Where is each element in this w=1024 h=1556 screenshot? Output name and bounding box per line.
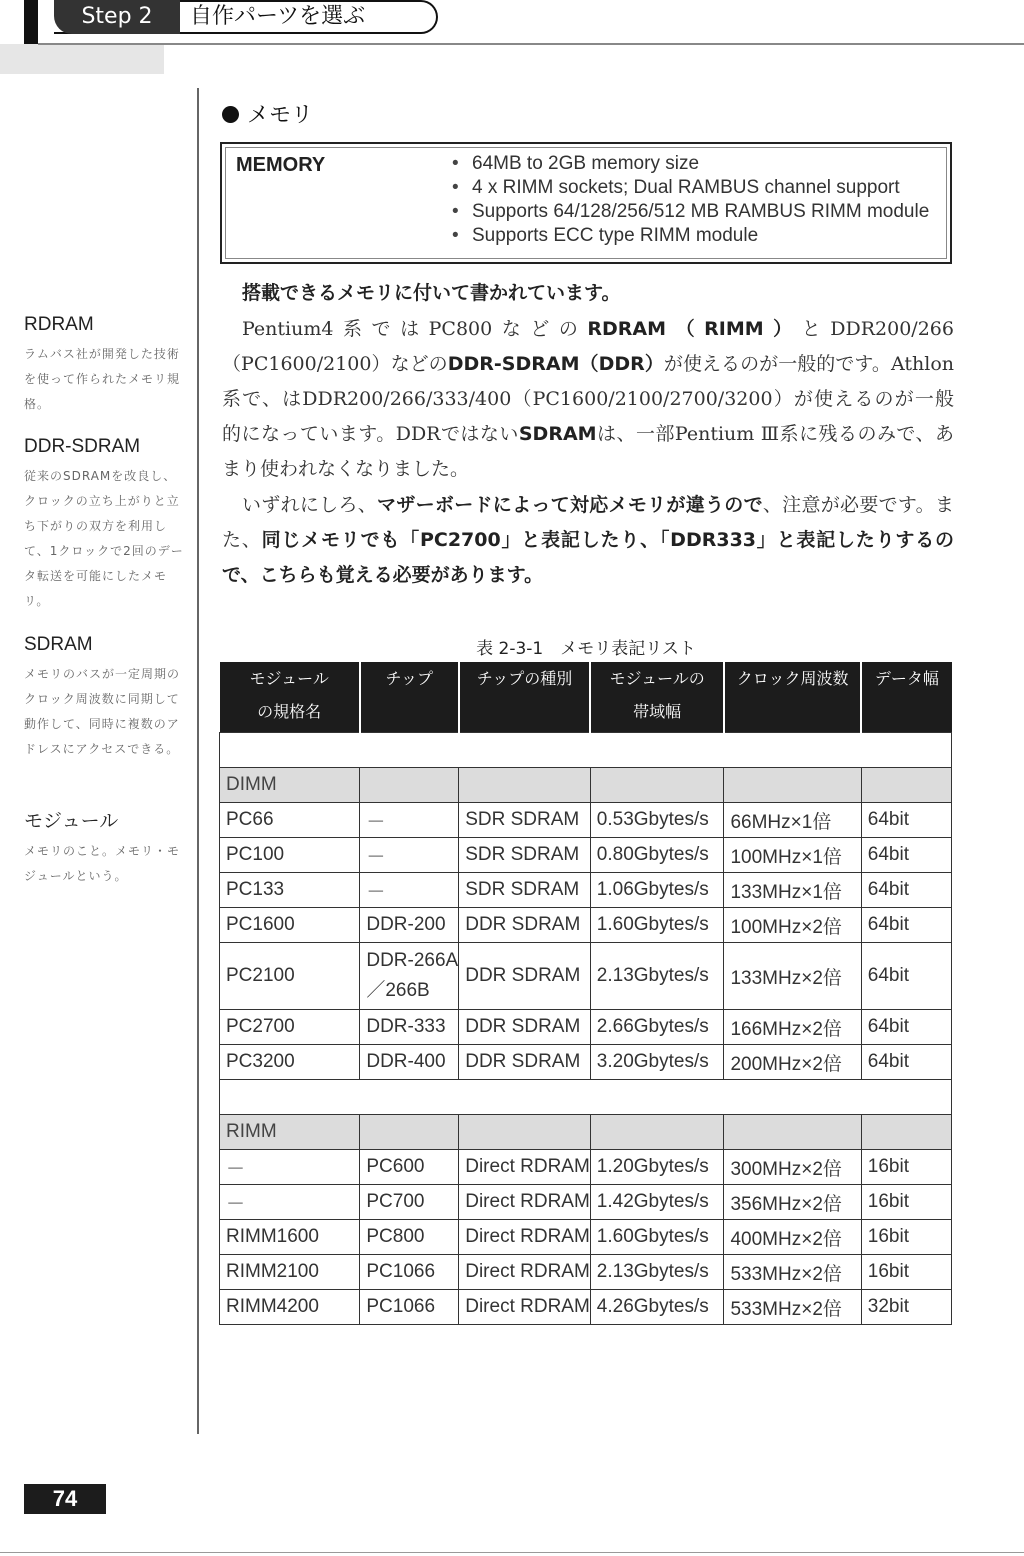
table-row [220, 1255, 952, 1290]
cell-clock: 200MHz×2倍 [724, 1045, 861, 1080]
group-label: DIMM [220, 768, 360, 803]
emphasis-text: 同じメモリでも「PC2700」と表記したり、「DDR333」と表記したりするので、こちらも覚える必要があります。 [222, 529, 954, 586]
cell-chip: － [360, 873, 459, 908]
cell-bandwidth: 1.20Gbytes/s [590, 1150, 724, 1185]
group-cell [590, 768, 724, 803]
glossary-term: SDRAM [24, 634, 93, 655]
glossary-rdram [24, 314, 184, 417]
header-shade [0, 44, 164, 74]
glossary-module [24, 806, 184, 889]
term-rdram: RDRAM（RIMM） [587, 318, 802, 340]
cell-chip: DDR-333 [360, 1010, 459, 1045]
section-title [222, 98, 313, 129]
cell-chip-type: Direct RDRAM [459, 1220, 591, 1255]
bullet-dot-icon [222, 106, 239, 123]
glossary-desc: 従来のSDRAMを改良し、クロックの立ち上がりと立ち下がりの双方を利用して、1クロックで2回のデータ転送を可能にしたメモリ。 [24, 469, 184, 608]
table-header-row [220, 662, 952, 733]
cell-chip: PC700 [360, 1185, 459, 1220]
text-run: とDDR200/266（PC1600/2100）などの [222, 318, 954, 375]
cell-clock: 300MHz×2倍 [724, 1150, 861, 1185]
cell-data-width: 16bit [861, 1185, 951, 1220]
cell-bandwidth: 1.42Gbytes/s [590, 1185, 724, 1220]
cell-module: － [220, 1185, 360, 1220]
text-run: 、注意が必要です。また、 [222, 494, 954, 551]
header-data-width [861, 662, 951, 733]
cell-chip-type: Direct RDRAM [459, 1290, 591, 1325]
section-title-text: メモリ [247, 103, 314, 128]
text-run: は、一部Pentium Ⅲ系に残るのみで、あまり使われなくなりました。 [222, 423, 954, 480]
cell-data-width: 64bit [861, 838, 951, 873]
header-line: の規格名 [257, 702, 322, 721]
cell-module: PC2700 [220, 1010, 360, 1045]
group-cell [459, 1115, 591, 1150]
cell-clock: 133MHz×2倍 [724, 943, 861, 1010]
cell-module: － [220, 1150, 360, 1185]
cell-chip-type: Direct RDRAM [459, 1150, 591, 1185]
group-cell [360, 1115, 459, 1150]
table-row [220, 1010, 952, 1045]
step-label: Step 2 [54, 0, 180, 34]
cell-clock: 356MHz×2倍 [724, 1185, 861, 1220]
cell-module: PC133 [220, 873, 360, 908]
cell-clock: 100MHz×2倍 [724, 908, 861, 943]
table-spacer-cell [220, 733, 952, 768]
glossary-desc: メモリのバスが一定周期のクロック周波数に同期して動作して、同時に複数のアドレスにアクセスできる。 [24, 667, 181, 756]
group-cell [590, 1115, 724, 1150]
cell-module: PC2100 [220, 943, 360, 1010]
glossary-term: RDRAM [24, 314, 94, 335]
cell-bandwidth: 0.53Gbytes/s [590, 803, 724, 838]
cell-clock: 533MHz×2倍 [724, 1290, 861, 1325]
chapter-title: 自作パーツを選ぶ [190, 4, 366, 29]
cell-chip: PC1066 [360, 1290, 459, 1325]
spec-item: • Supports ECC type RIMM module [452, 224, 929, 248]
cell-bandwidth: 1.60Gbytes/s [590, 908, 724, 943]
term-sdram: SDRAM [518, 423, 597, 445]
cell-chip-type: Direct RDRAM [459, 1255, 591, 1290]
cell-chip: PC600 [360, 1150, 459, 1185]
header-chip-type [459, 662, 591, 733]
cell-module: PC3200 [220, 1045, 360, 1080]
cell-bandwidth: 2.66Gbytes/s [590, 1010, 724, 1045]
glossary-term: モジュール [24, 811, 119, 832]
table-group-row [220, 768, 952, 803]
group-cell [360, 768, 459, 803]
cell-data-width: 16bit [861, 1220, 951, 1255]
group-label: RIMM [220, 1115, 360, 1150]
glossary-term: DDR-SDRAM [24, 436, 141, 457]
memory-spec-box [220, 142, 952, 264]
paragraph-lead: 搭載できるメモリに付いて書かれています。 [242, 282, 621, 304]
header-line: チップ [385, 669, 434, 688]
glossary-sdram [24, 634, 184, 762]
cell-chip: PC1066 [360, 1255, 459, 1290]
table-group-row [220, 1115, 952, 1150]
emphasis-text: マザーボードによって対応メモリが違うので [377, 494, 763, 516]
text-run: が使えるのが一般的です。Athlon系で、はDDR200/266/333/400（PC1600/2100/2700/3200）が使えるのが一般的になっています。DDRではない [222, 353, 954, 445]
cell-chip-type: DDR SDRAM [459, 1045, 591, 1080]
cell-chip: DDR-400 [360, 1045, 459, 1080]
cell-data-width: 16bit [861, 1150, 951, 1185]
header-module-name [220, 662, 360, 733]
cell-bandwidth: 2.13Gbytes/s [590, 943, 724, 1010]
chip-line: ／266B [366, 980, 430, 1001]
cell-clock: 133MHz×1倍 [724, 873, 861, 908]
table-spacer-row [220, 733, 952, 768]
table-caption: 表 2-3-1 メモリ表記リスト [476, 639, 696, 659]
header-line: データ幅 [874, 669, 939, 688]
glossary-desc: メモリのこと。メモリ・モジュールという。 [24, 844, 181, 883]
spec-label: MEMORY [236, 154, 326, 176]
header-line: 帯域幅 [633, 702, 682, 721]
cell-chip-type: SDR SDRAM [459, 803, 591, 838]
group-cell [861, 768, 951, 803]
glossary-ddr-sdram [24, 436, 184, 614]
cell-module: RIMM4200 [220, 1290, 360, 1325]
cell-chip: PC800 [360, 1220, 459, 1255]
footer-rule [0, 1552, 1024, 1553]
cell-module: PC1600 [220, 908, 360, 943]
cell-chip: － [360, 803, 459, 838]
cell-data-width: 16bit [861, 1255, 951, 1290]
header-chip [360, 662, 459, 733]
cell-chip-type: DDR SDRAM [459, 908, 591, 943]
cell-module: PC66 [220, 803, 360, 838]
paragraph-memory-types [222, 312, 954, 487]
header-clock [724, 662, 861, 733]
header-bandwidth [590, 662, 724, 733]
header-marker-bar [24, 0, 38, 44]
group-cell [724, 768, 861, 803]
table-row [220, 838, 952, 873]
cell-data-width: 64bit [861, 873, 951, 908]
table-row [220, 1150, 952, 1185]
paragraph-notice [222, 488, 954, 593]
cell-chip: － [360, 838, 459, 873]
table-row [220, 908, 952, 943]
glossary-desc: ラムバス社が開発した技術を使って作られたメモリ規格。 [24, 347, 181, 411]
cell-data-width: 64bit [861, 1010, 951, 1045]
table-row [220, 803, 952, 838]
cell-clock: 166MHz×2倍 [724, 1010, 861, 1045]
group-cell [861, 1115, 951, 1150]
cell-bandwidth: 4.26Gbytes/s [590, 1290, 724, 1325]
cell-chip-type: SDR SDRAM [459, 873, 591, 908]
cell-bandwidth: 2.13Gbytes/s [590, 1255, 724, 1290]
cell-chip [360, 943, 459, 1010]
cell-bandwidth: 3.20Gbytes/s [590, 1045, 724, 1080]
cell-module: RIMM1600 [220, 1220, 360, 1255]
paragraph-intro [222, 276, 954, 311]
cell-data-width: 64bit [861, 1045, 951, 1080]
cell-bandwidth: 1.60Gbytes/s [590, 1220, 724, 1255]
spec-item: • Supports 64/128/256/512 MB RAMBUS RIMM module [452, 200, 929, 224]
cell-clock: 100MHz×1倍 [724, 838, 861, 873]
cell-chip-type: DDR SDRAM [459, 1010, 591, 1045]
cell-data-width: 64bit [861, 803, 951, 838]
spec-item: • 4 x RIMM sockets; Dual RAMBUS channel support [452, 176, 929, 200]
header-line: チップの種別 [476, 669, 573, 688]
spec-item: • 64MB to 2GB memory size [452, 152, 929, 176]
cell-module: PC100 [220, 838, 360, 873]
group-cell [459, 768, 591, 803]
term-ddr-sdram: DDR-SDRAM（DDR） [447, 353, 664, 375]
text-run: Pentium4系ではPC800などの [242, 318, 588, 340]
memory-table [219, 662, 952, 1325]
table-row [220, 1290, 952, 1325]
cell-bandwidth: 1.06Gbytes/s [590, 873, 724, 908]
cell-clock: 66MHz×1倍 [724, 803, 861, 838]
cell-chip-type: DDR SDRAM [459, 943, 591, 1010]
cell-chip-type: SDR SDRAM [459, 838, 591, 873]
table-row [220, 873, 952, 908]
table-row [220, 1185, 952, 1220]
table-spacer-cell [220, 1080, 952, 1115]
header-line: モジュール [249, 669, 329, 688]
spec-list [452, 152, 929, 248]
table-row [220, 943, 952, 1010]
text-run: いずれにしろ、 [242, 494, 378, 516]
table-spacer-row [220, 1080, 952, 1115]
table-row [220, 1220, 952, 1255]
cell-data-width: 64bit [861, 908, 951, 943]
cell-data-width: 32bit [861, 1290, 951, 1325]
cell-chip-type: Direct RDRAM [459, 1185, 591, 1220]
chip-line: DDR-266A [366, 950, 459, 971]
header-rule [38, 43, 1024, 45]
cell-data-width: 64bit [861, 943, 951, 1010]
table-row [220, 1045, 952, 1080]
body-text [222, 276, 954, 594]
page-number: 74 [24, 1484, 106, 1514]
cell-clock: 400MHz×2倍 [724, 1220, 861, 1255]
header-line: クロック周波数 [736, 669, 849, 688]
cell-clock: 533MHz×2倍 [724, 1255, 861, 1290]
group-cell [724, 1115, 861, 1150]
cell-module: RIMM2100 [220, 1255, 360, 1290]
cell-bandwidth: 0.80Gbytes/s [590, 838, 724, 873]
sidebar-divider [197, 88, 199, 1434]
cell-chip: DDR-200 [360, 908, 459, 943]
header-line: モジュールの [609, 669, 705, 688]
